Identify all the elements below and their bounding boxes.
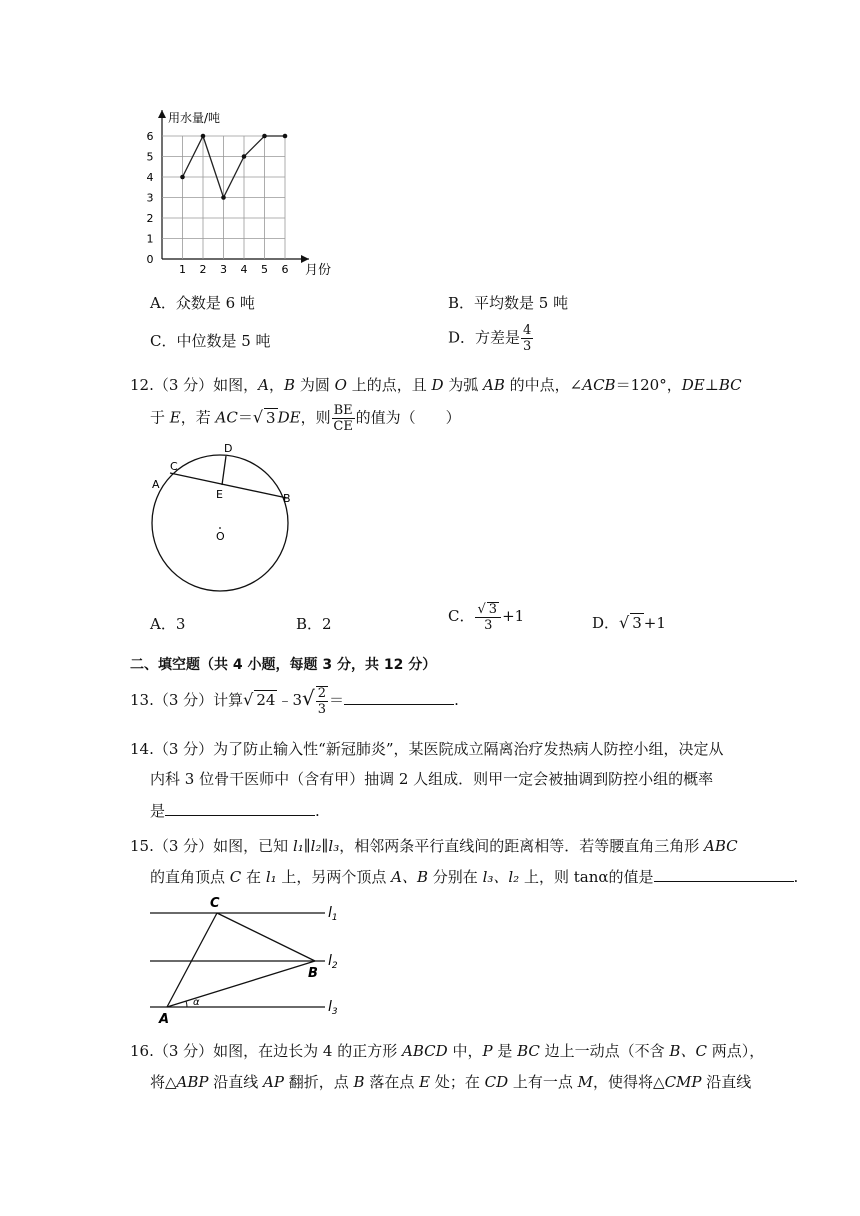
q13-answer-blank[interactable] [344,690,454,705]
side-cb [217,913,315,961]
x-axis-title: 月份 [305,263,332,278]
side-ca [167,913,217,1007]
x-tick-label: 4 [240,263,248,276]
q11-option-c[interactable]: C．中位数是 5 吨 [150,332,271,350]
option-d-label: D．方差是 [448,328,521,347]
label-a: A [152,478,160,491]
label-c: C [210,896,220,911]
be-over-ce: $\frac{BE}{CE}$ [333,403,353,434]
y-tick-label: 3 [146,191,154,205]
segment-de [222,456,226,485]
data-point [221,195,226,200]
circle-o [152,455,288,591]
usage-line [183,136,286,198]
y-axis-title: 用水量/吨 [168,111,221,125]
side-ab [167,961,315,1007]
data-point [201,134,206,139]
section-fill-in-blank-title: 二、填空题（共 4 小题，每题 3 分，共 12 分） [130,657,437,673]
fraction: $\frac{4}{3}$ [523,323,532,354]
y-tick-label: 1 [146,232,154,246]
q12-option-c[interactable]: C． $\frac{√ 3}{3}$ +1 [448,602,525,633]
label-alpha: α [193,997,200,1008]
label-a: A [159,1012,170,1025]
data-point [180,175,185,180]
q11-option-a[interactable]: A．众数是 6 吨 [150,294,255,312]
label-o: O [216,530,225,543]
data-point [242,154,247,159]
data-point [262,134,267,139]
y-tick-label: 6 [146,130,154,143]
y-tick-label: 2 [146,212,154,225]
q12-option-a[interactable]: A．3 [150,615,186,633]
q15-answer-blank[interactable] [654,867,794,882]
q12-stem-line2: 于 E，若 AC＝√ 3 DE，则 $\frac{BE}{CE}$ 的值为（ ） [150,403,461,434]
q14-line3: 是 . [150,802,320,820]
y-axis-arrow [158,110,166,118]
sqrt3-over-3: $\frac{√ 3}{3}$ [475,602,501,632]
q12-option-b[interactable]: B．2 [296,615,332,633]
circle-figure [140,440,310,600]
label-l2: $l_2$ [328,953,338,971]
parallel-lines-figure [145,895,355,1025]
label-c: C [170,460,178,473]
x-tick-label: 5 [261,263,268,276]
q16-line1: 16.（3 分）如图，在边长为 4 的正方形 ABCD 中，P 是 BC 边上一动点（不含 B、C 两点）， [130,1042,765,1060]
center-o [219,527,221,529]
q14-line2: 内科 3 位骨干医师中（含有甲）抽调 2 人组成．则甲一定会被抽调到防控小组的概率 [150,770,714,788]
x-axis-arrow [301,255,309,263]
label-b: B [308,966,318,981]
q12-option-d[interactable]: D．√ 3 +1 [592,613,666,632]
q14-line1: 14.（3 分）为了防止输入性“新冠肺炎”，某医院成立隔离治疗发热病人防控小组，决定从 [130,740,724,758]
q11-option-b[interactable]: B．平均数是 5 吨 [448,294,569,312]
data-point [283,134,288,139]
q15-line1: 15.（3 分）如图，已知 l₁∥l₂∥l₃，相邻两条平行直线间的距离相等．若等腰直角三角形 ABC [130,837,738,855]
q12-stem-line1: 12.（3 分）如图，A，B 为圆 O 上的点，且 D 为弧 AB 的中点，∠ACB＝120°，DE⊥BC [130,376,742,394]
origin-label: 0 [146,253,154,266]
label-e: E [216,488,223,501]
x-tick-label: 6 [281,263,289,276]
y-tick-label: 4 [146,171,154,184]
x-tick-label: 2 [199,263,207,276]
label-d: D [224,442,233,455]
x-tick-label: 1 [179,263,186,276]
q16-line2: 将△ABP 沿直线 AP 翻折，点 B 落在点 E 处；在 CD 上有一点 M，使得将△CMP 沿直线 [150,1073,752,1091]
water-usage-chart [140,100,360,280]
angle-alpha-arc [186,1001,187,1007]
q15-line2: 的直角顶点 C 在 l₁ 上，另两个顶点 A、B 分别在 l₃、l₂ 上，则 tanα的值是 . [150,868,799,886]
q11-option-d[interactable] [448,324,534,353]
y-tick-label: 5 [146,150,154,164]
x-tick-label: 3 [220,263,227,276]
q13-stem: 13.（3 分）计算√ 24 ﹣3√ $\frac{2}{3}$ ＝ . [130,686,459,717]
label-l3: $l_3$ [328,999,338,1017]
q14-answer-blank[interactable] [165,801,315,816]
label-b: B [283,492,291,505]
label-l1: $l_1$ [328,905,338,923]
